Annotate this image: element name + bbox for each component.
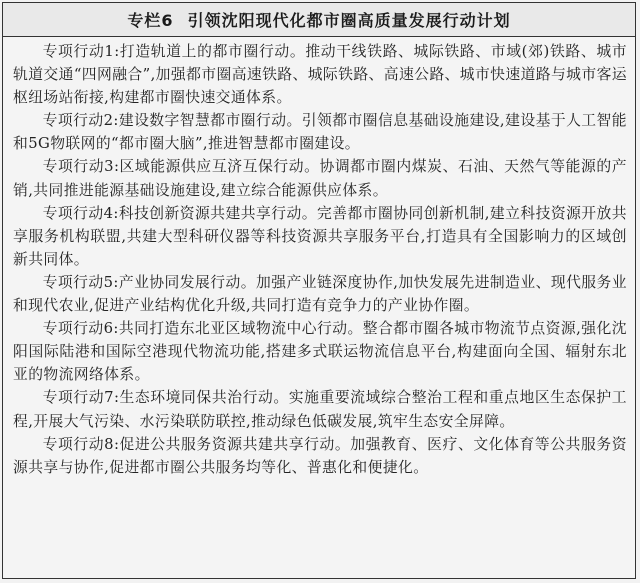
action-item-4: 专项行动4:科技创新资源共建共享行动。完善都市圈协同创新机制,建立科技资源开放共享服务机构联盟,共建大型科研仪器等科技资源共享服务平台,打造具有全国影响力的区域创新共同体。 (13, 204, 627, 268)
action-item-6: 专项行动6:共同打造东北亚区域物流中心行动。整合都市圈各城市物流节点资源,强化沈阳国际陆港和国际空港现代物流功能,搭建多式联运物流信息平台,构建面向全国、辐射东北亚的物流网络体系。 (13, 320, 627, 384)
box-label: 专栏6 (127, 11, 174, 30)
action-item-1: 专项行动1:打造轨道上的都市圈行动。推动干线铁路、城际铁路、市域(郊)铁路、城市轨道交通“四网融合”,加强都市圈高速铁路、城际铁路、高速公路、城市快速道路与城市客运枢纽场站衔接,构建都市圈快速交通体系。 (13, 43, 627, 107)
action-item-5: 专项行动5:产业协同发展行动。加强产业链深度协作,加快发展先进制造业、现代服务业和现代农业,促进产业结构优化升级,共同打造有竞争力的产业协作圈。 (13, 273, 627, 315)
box-body (3, 37, 635, 479)
box-title: 引领沈阳现代化都市圈高质量发展行动计划 (187, 11, 511, 30)
action-item-2: 专项行动2:建设数字智慧都市圈行动。引领都市圈信息基础设施建设,建设基于人工智能和5G物联网的“都市圈大脑”,推进智慧都市圈建设。 (13, 112, 627, 153)
box-header (3, 3, 635, 37)
column-box (2, 2, 636, 579)
action-item-7: 专项行动7:生态环境同保共治行动。实施重要流域综合整治工程和重点地区生态保护工程,开展大气污染、水污染联防联控,推动绿色低碳发展,筑牢生态安全屏障。 (13, 389, 627, 430)
action-item-3: 专项行动3:区域能源供应互济互保行动。协调都市圈内煤炭、石油、天然气等能源的产销,共同推进能源基础设施建设,建立综合能源供应体系。 (13, 158, 627, 199)
action-item-8: 专项行动8:促进公共服务资源共建共享行动。加强教育、医疗、文化体育等公共服务资源共享与协作,促进都市圈公共服务均等化、普惠化和便捷化。 (13, 435, 627, 476)
